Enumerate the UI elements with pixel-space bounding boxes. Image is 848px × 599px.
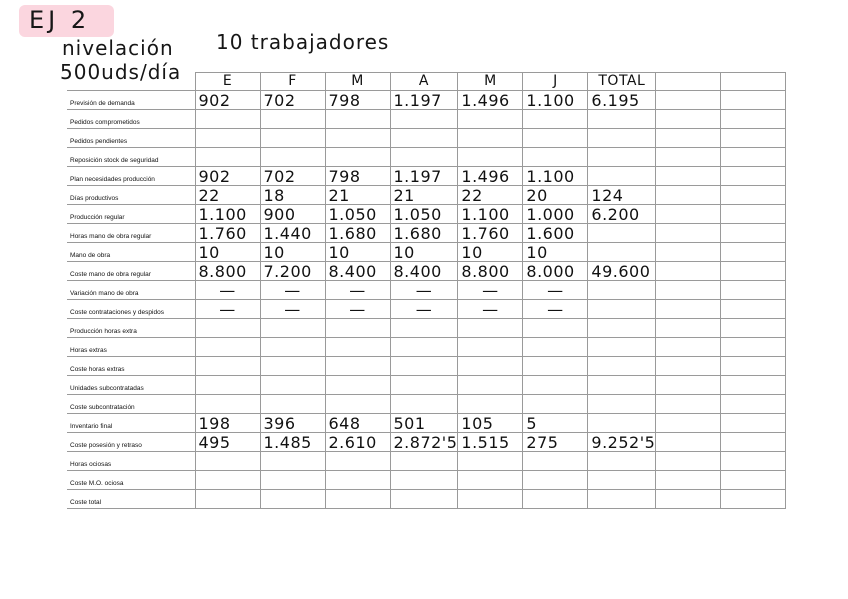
row-label: Coste total [67,490,195,509]
table-row [67,452,786,471]
header-row [67,73,786,91]
table-cell [721,186,786,205]
table-cell [458,319,523,338]
table-cell [390,357,458,376]
table-cell [523,148,588,167]
row-label: Pedidos pendientes [67,129,195,148]
table-cell [656,148,721,167]
table-cell: — [260,300,325,319]
table-cell [656,452,721,471]
table-cell [656,300,721,319]
table-cell: 1.496 [458,91,523,110]
row-label: Previsión de demanda [67,91,195,110]
table-row [67,205,786,224]
table-cell: 1.760 [458,224,523,243]
table-cell [458,452,523,471]
table-cell [721,110,786,129]
column-header: F [260,73,325,91]
table-row [67,490,786,509]
column-header [721,73,786,91]
table-row [67,186,786,205]
table-cell [523,357,588,376]
table-cell [195,376,260,395]
table-cell: — [458,300,523,319]
table-cell: 1.515 [458,433,523,452]
table-cell [588,357,656,376]
table-cell: 8.400 [325,262,390,281]
column-header: E [195,73,260,91]
table-cell: — [195,300,260,319]
table-row [67,129,786,148]
table-row [67,110,786,129]
table-cell [588,281,656,300]
table-row [67,224,786,243]
row-label: Horas ociosas [67,452,195,471]
table-cell [458,471,523,490]
table-cell: 2.872'5 [390,433,458,452]
table-cell [721,243,786,262]
table-cell [325,490,390,509]
corner-cell [67,73,195,91]
column-header [656,73,721,91]
table-cell: 105 [458,414,523,433]
table-cell [390,471,458,490]
table-cell [721,319,786,338]
table-cell [195,338,260,357]
table-cell: — [260,281,325,300]
table-cell [195,395,260,414]
table-cell [588,338,656,357]
table-cell [458,357,523,376]
table-cell [260,129,325,148]
row-label: Coste contrataciones y despidos [67,300,195,319]
table-cell: — [523,281,588,300]
table-cell [325,129,390,148]
table-cell [390,148,458,167]
table-cell [588,300,656,319]
table-row [67,338,786,357]
table-cell [523,129,588,148]
table-cell [656,243,721,262]
row-label: Variación mano de obra [67,281,195,300]
table-cell [390,129,458,148]
row-label: Plan necesidades producción [67,167,195,186]
table-cell [656,224,721,243]
table-cell [260,110,325,129]
table-cell: 396 [260,414,325,433]
table-cell: 21 [390,186,458,205]
column-header: TOTAL [588,73,656,91]
table-cell: 1.050 [390,205,458,224]
table-cell [390,319,458,338]
table-cell: 124 [588,186,656,205]
table-cell [260,395,325,414]
table-cell [325,357,390,376]
table-cell: 20 [523,186,588,205]
table-cell [656,110,721,129]
table-cell [721,452,786,471]
table-row [67,167,786,186]
table-cell [656,319,721,338]
column-header: J [523,73,588,91]
table-cell: 10 [325,243,390,262]
table-cell [195,490,260,509]
table-cell: 10 [390,243,458,262]
row-label: Mano de obra [67,243,195,262]
row-label: Coste mano de obra regular [67,262,195,281]
table-cell [721,224,786,243]
table-row [67,281,786,300]
table-row [67,319,786,338]
table-cell: — [195,281,260,300]
row-label: Coste posesión y retraso [67,433,195,452]
table-cell [656,395,721,414]
table-row [67,471,786,490]
table-cell [458,376,523,395]
table-cell [390,376,458,395]
table-cell [656,262,721,281]
table-cell: 49.600 [588,262,656,281]
table-cell [656,205,721,224]
row-label: Días productivos [67,186,195,205]
table-cell [656,91,721,110]
table-cell: 798 [325,91,390,110]
row-label: Coste subcontratación [67,395,195,414]
exercise-title: EJ 2 [29,6,91,34]
table-cell: 648 [325,414,390,433]
table-cell: 1.100 [523,91,588,110]
table-cell [721,167,786,186]
table-cell: 900 [260,205,325,224]
table-cell [260,490,325,509]
table-cell [588,395,656,414]
table-cell: 501 [390,414,458,433]
table-row [67,414,786,433]
table-cell [195,471,260,490]
table-cell [325,110,390,129]
table-cell: 8.000 [523,262,588,281]
table-cell: 6.195 [588,91,656,110]
table-cell [195,452,260,471]
table-cell [458,110,523,129]
table-cell: — [390,281,458,300]
table-cell: 1.100 [195,205,260,224]
table-cell: 1.050 [325,205,390,224]
table-cell [721,433,786,452]
table-cell [656,414,721,433]
table-cell [523,452,588,471]
table-cell [325,376,390,395]
table-cell [325,452,390,471]
table-cell [260,148,325,167]
table-cell: 22 [458,186,523,205]
table-cell [195,319,260,338]
table-row [67,395,786,414]
table-cell: 1.680 [325,224,390,243]
table-cell [325,471,390,490]
column-header: M [325,73,390,91]
table-cell [721,205,786,224]
table-cell: 902 [195,91,260,110]
table-cell [325,395,390,414]
table-cell: 702 [260,91,325,110]
table-cell [260,319,325,338]
table-cell [588,490,656,509]
table-cell [390,490,458,509]
note-rate: 500uds/día [60,60,182,84]
table-cell [458,338,523,357]
table-cell: 1.600 [523,224,588,243]
table-cell [721,357,786,376]
table-cell [588,319,656,338]
table-cell: 798 [325,167,390,186]
row-label: Horas mano de obra regular [67,224,195,243]
table-cell: 1.000 [523,205,588,224]
table-cell [588,110,656,129]
table-cell: 9.252'5 [588,433,656,452]
table-cell [721,414,786,433]
table-cell [195,357,260,376]
table-cell: 1.760 [195,224,260,243]
table-cell [588,452,656,471]
table-row [67,148,786,167]
table-cell [656,338,721,357]
table-cell: 1.100 [458,205,523,224]
table-cell [458,395,523,414]
table-cell [390,395,458,414]
table-cell [195,129,260,148]
note-nivelacion: nivelación [62,36,174,60]
table-cell: 10 [523,243,588,262]
table-cell: 10 [195,243,260,262]
table-cell: 902 [195,167,260,186]
table-cell: 22 [195,186,260,205]
table-cell [260,471,325,490]
table-cell: — [523,300,588,319]
table-cell [325,148,390,167]
table-cell [588,224,656,243]
table-cell: 7.200 [260,262,325,281]
table-cell [588,243,656,262]
table-cell [721,376,786,395]
table-cell [195,148,260,167]
table-cell [656,433,721,452]
table-cell [390,110,458,129]
table-cell [390,452,458,471]
table-cell [588,376,656,395]
table-cell [721,471,786,490]
table-cell [523,490,588,509]
table-cell [721,490,786,509]
table-cell: — [458,281,523,300]
table-cell [588,167,656,186]
table-cell [656,281,721,300]
production-plan-table [67,72,786,509]
table-row [67,357,786,376]
table-cell [260,376,325,395]
column-header: A [390,73,458,91]
table-cell [721,91,786,110]
table-cell [721,300,786,319]
table-cell: 275 [523,433,588,452]
table-cell: 10 [260,243,325,262]
table-cell [523,110,588,129]
table-cell [195,110,260,129]
table-cell: 10 [458,243,523,262]
table-cell [523,376,588,395]
table-cell: 21 [325,186,390,205]
table-cell: 1.680 [390,224,458,243]
table-cell [523,471,588,490]
table-cell [656,471,721,490]
table-cell [588,414,656,433]
table-cell: 6.200 [588,205,656,224]
table-cell: 1.440 [260,224,325,243]
table-cell [656,490,721,509]
table-cell: 1.197 [390,91,458,110]
table-cell [721,281,786,300]
table-cell [458,490,523,509]
row-label: Producción regular [67,205,195,224]
row-label: Reposición stock de seguridad [67,148,195,167]
table-cell: 1.100 [523,167,588,186]
table-cell [390,338,458,357]
table-cell: 1.197 [390,167,458,186]
table-row [67,91,786,110]
row-label: Coste horas extras [67,357,195,376]
table-body [67,73,786,509]
table-cell [656,357,721,376]
table-row [67,433,786,452]
table-cell [260,357,325,376]
table-row [67,376,786,395]
table-cell [260,452,325,471]
table-cell [523,395,588,414]
table-cell [523,338,588,357]
table-cell [721,262,786,281]
row-label: Producción horas extra [67,319,195,338]
table-cell: 1.485 [260,433,325,452]
table-row [67,262,786,281]
table-cell [588,129,656,148]
table-cell [260,338,325,357]
table-cell [458,129,523,148]
table-cell [588,471,656,490]
row-label: Pedidos comprometidos [67,110,195,129]
table-cell [656,186,721,205]
table-cell [721,338,786,357]
table-row [67,300,786,319]
table-cell [325,338,390,357]
table-cell: — [390,300,458,319]
table-cell [721,148,786,167]
note-workers: 10 trabajadores [216,30,390,54]
table-row [67,243,786,262]
table-cell: 8.800 [458,262,523,281]
table-cell [523,319,588,338]
table-cell: 5 [523,414,588,433]
row-label: Inventario final [67,414,195,433]
table-cell [656,167,721,186]
table-cell: 18 [260,186,325,205]
table-cell [656,376,721,395]
table-cell: 198 [195,414,260,433]
table-cell: 8.800 [195,262,260,281]
table-cell [588,148,656,167]
table-cell [458,148,523,167]
table-cell: 495 [195,433,260,452]
table-cell: 2.610 [325,433,390,452]
table-cell: — [325,281,390,300]
table-cell [656,129,721,148]
row-label: Horas extras [67,338,195,357]
table-cell [721,129,786,148]
row-label: Unidades subcontratadas [67,376,195,395]
table-cell: 702 [260,167,325,186]
table-cell: 1.496 [458,167,523,186]
table-cell: — [325,300,390,319]
column-header: M [458,73,523,91]
table-cell [721,395,786,414]
table-cell: 8.400 [390,262,458,281]
table-cell [325,319,390,338]
row-label: Coste M.O. ociosa [67,471,195,490]
